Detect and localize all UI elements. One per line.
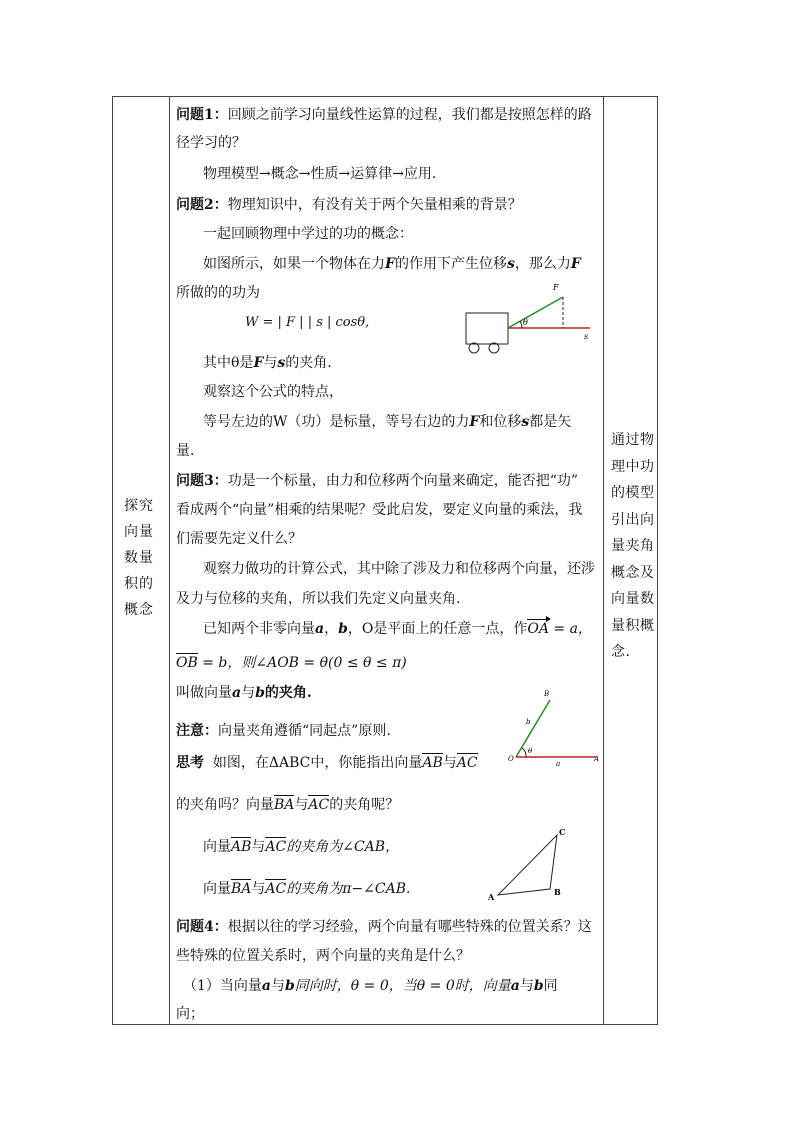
vector-a-label: a	[556, 760, 561, 768]
origin-O-label: O	[508, 755, 514, 763]
observe-work-formula-cont: 及力与位移的夹角，所以我们先定义向量夹角.	[176, 591, 461, 607]
question-3: 问题3：功是一个标量，由力和位移两个向量来确定，能否把“功”	[176, 473, 579, 489]
vector-AC: AC	[456, 755, 478, 771]
observe-work-formula: 观察力做功的计算公式，其中除了涉及力和位移两个向量，还涉	[203, 561, 595, 577]
think-question: 思考 如图，在ΔABC中，你能指出向量AB与AC	[176, 755, 478, 771]
angle-definition: 已知两个非零向量a，b，O是平面上的任意一点，作OA = a，	[203, 621, 592, 637]
question-4: 问题4：根据以往的学习经验，两个向量有哪些特殊的位置关系？这	[176, 919, 592, 935]
design-intent-text: 通过物理中功的模型引出向量夹角概念及向量数量积概念.	[611, 432, 655, 660]
lesson-table	[112, 96, 658, 1025]
answer-AB-AC: 向量AB与AC的夹角为∠CAB，	[203, 839, 400, 855]
vector-AC: AC	[308, 797, 330, 813]
angle-theta-label: θ	[528, 747, 533, 755]
force-displacement-figure	[460, 277, 600, 357]
vector-OA: OA	[527, 621, 549, 637]
vector-AB: AB	[422, 755, 443, 771]
question-2: 问题2：物理知识中，有没有关于两个矢量相乘的背景？	[176, 197, 522, 213]
work-intro: 如图所示，如果一个物体在力F的作用下产生位移s，那么力F	[203, 256, 581, 272]
force-label: F	[553, 283, 559, 292]
work-intro-cont: 所做的的功为	[176, 285, 260, 301]
question-4-cont: 些特殊的位置关系时，两个向量的夹角是什么？	[176, 948, 470, 964]
vertex-B-label: B	[554, 887, 561, 897]
recall-work: 一起回顾物理中学过的功的概念：	[203, 226, 413, 242]
angle-label: θ	[523, 318, 528, 327]
displacement-label: s	[584, 332, 589, 341]
learning-path: 物理模型→概念→性质→运算律→应用.	[203, 166, 437, 182]
work-formula: W = | F | | s | cosθ,	[245, 315, 370, 330]
case-same-direction-cont: 向；	[176, 1006, 204, 1022]
point-A-label: A	[594, 755, 600, 763]
design-intent-column	[604, 97, 659, 1024]
triangle-ABC-figure	[488, 827, 588, 902]
question-3-cont: 们需要先定义什么？	[176, 531, 302, 547]
vector-BA: BA	[274, 797, 295, 813]
theta-definition: 其中θ是F与s的夹角.	[203, 355, 332, 371]
vector-angle-figure	[500, 682, 600, 767]
observe-formula: 观察这个公式的特点，	[203, 384, 343, 400]
content-column	[170, 97, 603, 1024]
point-B-label: B	[544, 690, 550, 698]
angle-definition-term: 叫做向量a与b的夹角.	[176, 685, 312, 701]
vector-b-label: b	[526, 718, 531, 726]
section-title: 探究向量数量积的概念	[124, 498, 154, 618]
vector-OB: OB	[176, 655, 198, 671]
question-1-cont: 径学习的？	[176, 135, 246, 151]
case-same-direction: （1）当向量a与b同向时，θ = 0，当θ = 0时，向量a与b同	[183, 978, 558, 994]
think-question-cont: 的夹角吗？向量BA与AC的夹角呢？	[176, 797, 400, 813]
scalar-vector-note-cont: 量.	[176, 443, 195, 459]
scalar-vector-note: 等号左边的W（功）是标量，等号右边的力F和位移s都是矢	[203, 414, 572, 430]
section-column	[113, 97, 169, 1024]
angle-definition-cont: OB = b，则∠AOB = θ(0 ≤ θ ≤ π)	[176, 655, 407, 671]
vertex-C-label: C	[559, 827, 566, 837]
vertex-A-label: A	[488, 892, 495, 902]
note-same-origin: 注意：向量夹角遵循“同起点”原则.	[176, 723, 391, 739]
question-1: 问题1：回顾之前学习向量线性运算的过程，我们都是按照怎样的路	[176, 107, 592, 123]
question-3-cont: 看成两个“向量”相乘的结果呢？受此启发，要定义向量的乘法，我	[176, 502, 583, 518]
answer-BA-AC: 向量BA与AC的夹角为π−∠CAB.	[203, 881, 411, 897]
